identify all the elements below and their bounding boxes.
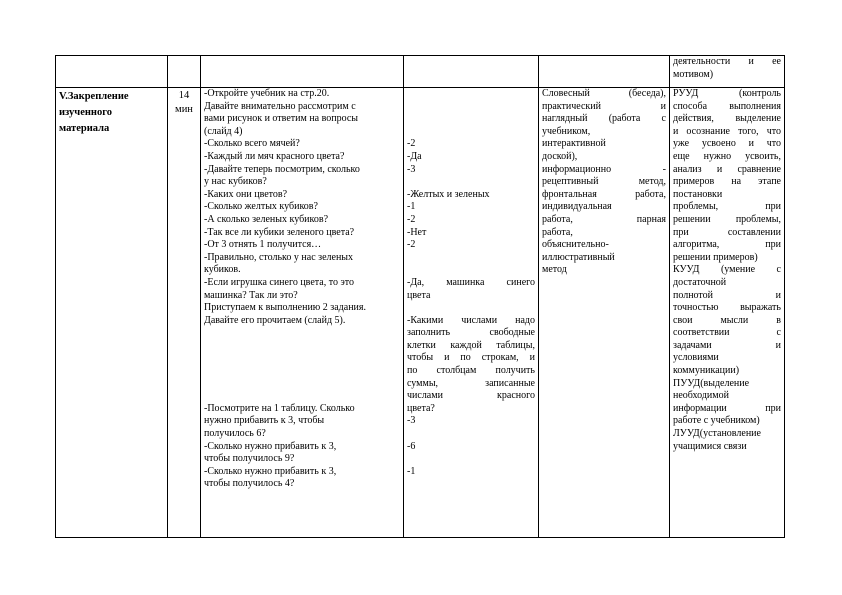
- uud-continuation-text: [673, 56, 781, 81]
- text-line: учебником,: [542, 125, 591, 137]
- text-line: -А сколько зеленых кубиков?: [204, 213, 329, 225]
- text-line: Давайте внимательно рассмотрим с: [204, 100, 356, 112]
- text-line: практический и: [542, 100, 666, 112]
- text-line: интерактивной: [542, 138, 606, 150]
- table-row-consolidation: [56, 88, 785, 538]
- text-line: [204, 352, 400, 365]
- text-line: -Каких они цветов?: [204, 188, 288, 200]
- text-line: -3: [407, 163, 416, 175]
- cell-stage: [56, 88, 168, 538]
- text-line: у нас кубиков?: [204, 176, 267, 188]
- text-line: заполнить свободные: [407, 327, 535, 339]
- text-line: -От 3 отнять 1 получится…: [204, 239, 322, 251]
- text-line: -2: [407, 138, 416, 150]
- text-line: примеров на этапе: [673, 176, 781, 188]
- text-line: задачами и: [673, 339, 781, 351]
- text-line: [204, 340, 400, 353]
- text-line: [407, 126, 535, 139]
- student-activity-text: [407, 88, 535, 478]
- cell-methods-top: [539, 56, 670, 88]
- text-line: -3: [407, 415, 416, 427]
- stage-title: [59, 89, 164, 136]
- text-line: -Да: [407, 150, 422, 162]
- text-line: -Какими числами надо: [407, 314, 535, 326]
- text-line: точностью выражать: [673, 302, 781, 314]
- text-line: ЛУУД(установление: [673, 428, 761, 440]
- text-line: необходимой: [673, 390, 729, 402]
- text-line: -1: [407, 465, 416, 477]
- table-row-top: [56, 56, 785, 88]
- cell-teacher-activity: [201, 88, 404, 538]
- text-line: проблемы, при: [673, 201, 781, 213]
- text-line: при составлении: [673, 226, 781, 238]
- text-line: -Если игрушка синего цвета, то это: [204, 276, 354, 288]
- cell-uud-top: [670, 56, 785, 88]
- text-line: информационно -: [542, 163, 666, 175]
- text-line: -6: [407, 440, 416, 452]
- text-line: [204, 327, 400, 340]
- text-line: решении проблемы,: [673, 213, 781, 225]
- text-line: [407, 101, 535, 114]
- text-line: цвета?: [407, 402, 435, 414]
- text-line: анализ и сравнение: [673, 163, 781, 175]
- text-line: клетки каждой таблицы,: [407, 339, 535, 351]
- text-line: условиями: [673, 352, 719, 364]
- text-line: постановки: [673, 188, 723, 200]
- text-line: по столбцам получить: [407, 365, 535, 377]
- text-line: -Нет: [407, 226, 427, 238]
- text-line: [407, 176, 535, 189]
- text-line: достаточной: [673, 276, 727, 288]
- text-line: [204, 378, 400, 391]
- text-line: цвета: [407, 289, 431, 301]
- text-line: [407, 264, 535, 277]
- text-line: деятельности и ее: [673, 56, 781, 67]
- text-line: -Сколько желтых кубиков?: [204, 201, 318, 213]
- text-line: работа, парная: [542, 213, 666, 225]
- text-line: числами красного: [407, 390, 535, 402]
- text-line: мин: [175, 104, 193, 115]
- text-line: суммы, записанные: [407, 377, 535, 389]
- text-line: -Сколько всего мячей?: [204, 138, 300, 150]
- stage-duration: [171, 89, 197, 116]
- text-line: Словесный (беседа),: [542, 88, 666, 99]
- text-line: -2: [407, 239, 416, 251]
- lesson-plan-table: [55, 55, 785, 538]
- text-line: объяснительно-: [542, 239, 609, 251]
- text-line: коммуникации): [673, 365, 740, 377]
- text-line: учащимися связи: [673, 440, 747, 452]
- teacher-activity-text: [204, 88, 400, 491]
- text-line: 14: [178, 90, 190, 101]
- methods-text: [542, 88, 666, 277]
- text-line: -Правильно, столько у нас зеленых: [204, 251, 354, 263]
- text-line: материала: [59, 123, 110, 134]
- text-line: [407, 302, 535, 315]
- text-line: машинка? Так ли это?: [204, 289, 298, 301]
- cell-uud: [670, 88, 785, 538]
- text-line: -Посмотрите на 1 таблицу. Сколько: [204, 402, 355, 414]
- text-line: мотивом): [673, 68, 714, 80]
- text-line: ПУУД(выделение: [673, 377, 750, 389]
- text-line: [204, 390, 400, 403]
- text-line: метод: [542, 264, 567, 276]
- text-line: [407, 88, 535, 101]
- text-line: чтобы получилось 4?: [204, 478, 295, 490]
- cell-time-top: [168, 56, 201, 88]
- text-line: -Откройте учебник на стр.20.: [204, 88, 330, 99]
- text-line: -2: [407, 213, 416, 225]
- text-line: [407, 428, 535, 441]
- text-line: иллюстративный: [542, 251, 615, 263]
- text-line: -Да, машинка синего: [407, 276, 535, 288]
- cell-stage-top: [56, 56, 168, 88]
- text-line: (слайд 4): [204, 125, 243, 137]
- text-line: работа,: [542, 226, 573, 238]
- text-line: изученного: [59, 107, 112, 118]
- text-line: -Так все ли кубики зеленого цвета?: [204, 226, 355, 238]
- text-line: получилось 6?: [204, 428, 266, 440]
- cell-time: [168, 88, 201, 538]
- text-line: индивидуальная: [542, 201, 612, 213]
- text-line: [407, 252, 535, 265]
- text-line: работе с учебником): [673, 415, 760, 427]
- text-line: РУУД (контроль: [673, 88, 781, 99]
- text-line: чтобы и по строкам, и: [407, 352, 535, 364]
- text-line: -Сколько нужно прибавить к 3,: [204, 465, 337, 477]
- text-line: [407, 113, 535, 126]
- text-line: Приступаем к выполнению 2 задания.: [204, 302, 366, 314]
- text-line: соответствии с: [673, 327, 781, 339]
- text-line: уже усвоено и что: [673, 138, 781, 150]
- text-line: -Давайте теперь посмотрим, сколько: [204, 163, 360, 175]
- text-line: -Сколько нужно прибавить к 3,: [204, 440, 337, 452]
- uud-text: [673, 88, 781, 453]
- text-line: доской),: [542, 150, 578, 162]
- cell-methods: [539, 88, 670, 538]
- text-line: кубиков.: [204, 264, 241, 276]
- text-line: еще нужно усвоить,: [673, 150, 781, 162]
- text-line: -1: [407, 201, 416, 213]
- text-line: наглядный (работа с: [542, 113, 666, 125]
- cell-teacher-top: [201, 56, 404, 88]
- text-line: Давайте его прочитаем (слайд 5).: [204, 314, 346, 326]
- text-line: фронтальная работа,: [542, 188, 666, 200]
- text-line: нужно прибавить к 3, чтобы: [204, 415, 325, 427]
- text-line: -Желтых и зеленых: [407, 188, 490, 200]
- text-line: рецептивный метод,: [542, 176, 666, 188]
- text-line: свои мысли в: [673, 314, 781, 326]
- text-line: алгоритма, при: [673, 239, 781, 251]
- text-line: -Каждый ли мяч красного цвета?: [204, 150, 345, 162]
- text-line: чтобы получилось 9?: [204, 453, 295, 465]
- text-line: полнотой и: [673, 289, 781, 301]
- text-line: вами рисунок и ответим на вопросы: [204, 113, 359, 125]
- cell-student-activity: [404, 88, 539, 538]
- text-line: информации при: [673, 402, 781, 414]
- text-line: V.Закрепление: [59, 91, 129, 102]
- text-line: способа выполнения: [673, 100, 781, 112]
- text-line: решении примеров): [673, 251, 758, 263]
- text-line: и осознание того, что: [673, 125, 781, 137]
- text-line: действия, выделение: [673, 113, 781, 125]
- text-line: [204, 365, 400, 378]
- cell-student-top: [404, 56, 539, 88]
- text-line: КУУД (умение с: [673, 264, 781, 276]
- text-line: [407, 453, 535, 466]
